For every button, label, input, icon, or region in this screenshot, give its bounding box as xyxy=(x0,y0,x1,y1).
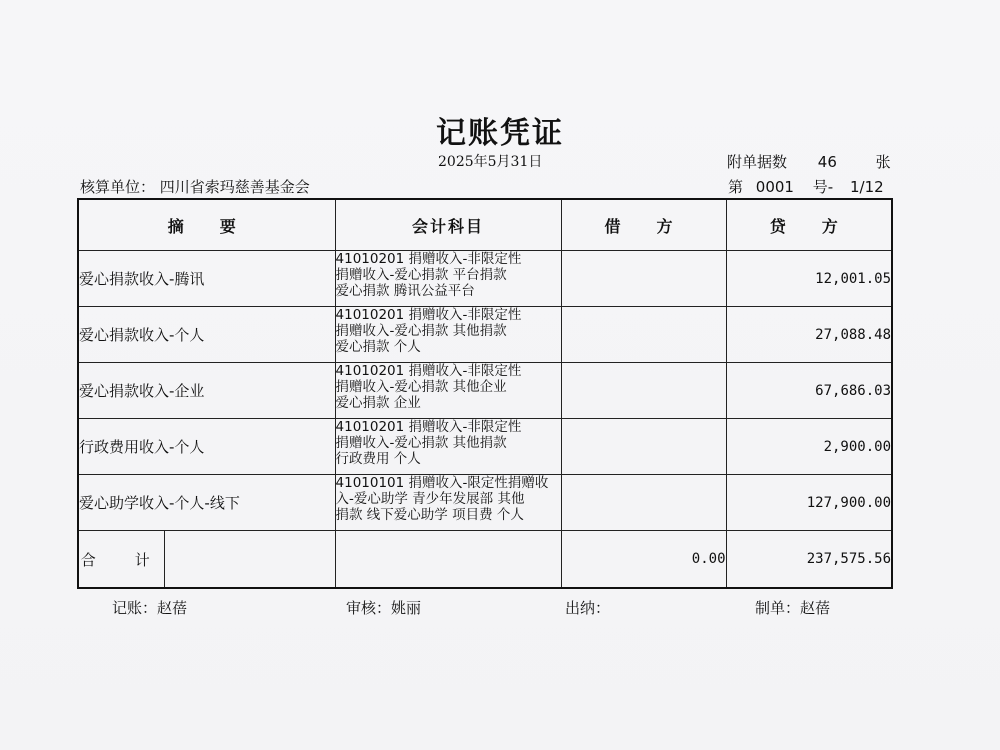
row-debit xyxy=(561,363,726,419)
account-line: 捐赠收入-爱心捐款 其他企业 xyxy=(335,379,507,395)
header-debit: 借 方 xyxy=(561,199,726,251)
voucher-number-suffix: 号- xyxy=(812,178,834,196)
row-credit: 67,686.03 xyxy=(726,363,892,419)
row-account xyxy=(335,363,561,419)
account-line: 爱心捐款 腾讯公益平台 xyxy=(335,283,475,299)
row-credit: 27,088.48 xyxy=(726,307,892,363)
accounting-unit-label: 核算单位： xyxy=(80,178,156,196)
preparer: 制单：赵蓓 xyxy=(755,599,831,617)
row-credit: 12,001.05 xyxy=(726,251,892,307)
voucher-number-value: 0001 xyxy=(755,178,794,196)
voucher-number-prefix: 第 xyxy=(728,178,744,196)
row-account xyxy=(335,251,561,307)
row-summary: 行政费用收入-个人 xyxy=(78,419,335,475)
attachment-label: 附单据数 xyxy=(727,153,788,171)
total-row xyxy=(78,531,892,589)
voucher-title: 记账凭证 xyxy=(436,116,564,151)
table-row xyxy=(78,419,892,475)
account-line: 41010201 捐赠收入-非限定性 xyxy=(335,307,522,323)
row-debit xyxy=(561,307,726,363)
cashier: 出纳： xyxy=(565,599,611,617)
reviewer: 审核：姚丽 xyxy=(346,599,422,617)
table-row xyxy=(78,475,892,531)
table-row xyxy=(78,307,892,363)
attachment-count xyxy=(727,151,891,172)
account-line: 捐款 线下爱心助学 项目费 个人 xyxy=(335,507,524,523)
total-account-blank xyxy=(335,531,561,589)
account-line: 入-爱心助学 青少年发展部 其他 xyxy=(335,491,525,507)
table-row xyxy=(78,251,892,307)
row-debit xyxy=(561,419,726,475)
voucher-number xyxy=(728,176,884,197)
row-debit xyxy=(561,475,726,531)
account-line: 41010101 捐赠收入-限定性捐赠收 xyxy=(335,475,549,491)
bookkeeper: 记账：赵蓓 xyxy=(112,599,188,617)
row-summary: 爱心捐款收入-个人 xyxy=(78,307,335,363)
voucher-table xyxy=(77,198,893,589)
attachment-number: 46 xyxy=(817,153,837,171)
account-line: 捐赠收入-爱心捐款 平台捐款 xyxy=(335,267,507,283)
header-summary: 摘 要 xyxy=(78,199,335,251)
row-summary: 爱心捐款收入-企业 xyxy=(78,363,335,419)
row-summary: 爱心捐款收入-腾讯 xyxy=(78,251,335,307)
table-row xyxy=(78,363,892,419)
total-label: 合 计 xyxy=(78,531,164,589)
account-line: 41010201 捐赠收入-非限定性 xyxy=(335,419,522,435)
row-credit: 127,900.00 xyxy=(726,475,892,531)
row-credit: 2,900.00 xyxy=(726,419,892,475)
accounting-unit xyxy=(80,176,310,197)
account-line: 41010201 捐赠收入-非限定性 xyxy=(335,363,522,379)
row-account xyxy=(335,307,561,363)
total-blank xyxy=(164,531,335,589)
total-credit: 237,575.56 xyxy=(726,531,892,589)
table-header-row xyxy=(78,199,892,251)
header-credit: 贷 方 xyxy=(726,199,892,251)
row-summary: 爱心助学收入-个人-线下 xyxy=(78,475,335,531)
voucher-date: 2025年5月31日 xyxy=(438,154,543,170)
account-line: 爱心捐款 个人 xyxy=(335,339,421,355)
voucher-page: 1/12 xyxy=(849,178,884,196)
account-line: 捐赠收入-爱心捐款 其他捐款 xyxy=(335,435,507,451)
account-line: 爱心捐款 企业 xyxy=(335,395,421,411)
account-line: 行政费用 个人 xyxy=(335,451,421,467)
total-debit: 0.00 xyxy=(561,531,726,589)
row-debit xyxy=(561,251,726,307)
row-account xyxy=(335,419,561,475)
header-account: 会计科目 xyxy=(335,199,561,251)
account-line: 捐赠收入-爱心捐款 其他捐款 xyxy=(335,323,507,339)
account-line: 41010201 捐赠收入-非限定性 xyxy=(335,251,522,267)
attachment-unit: 张 xyxy=(875,153,891,171)
accounting-unit-value: 四川省索玛慈善基金会 xyxy=(159,178,310,196)
row-account xyxy=(335,475,561,531)
